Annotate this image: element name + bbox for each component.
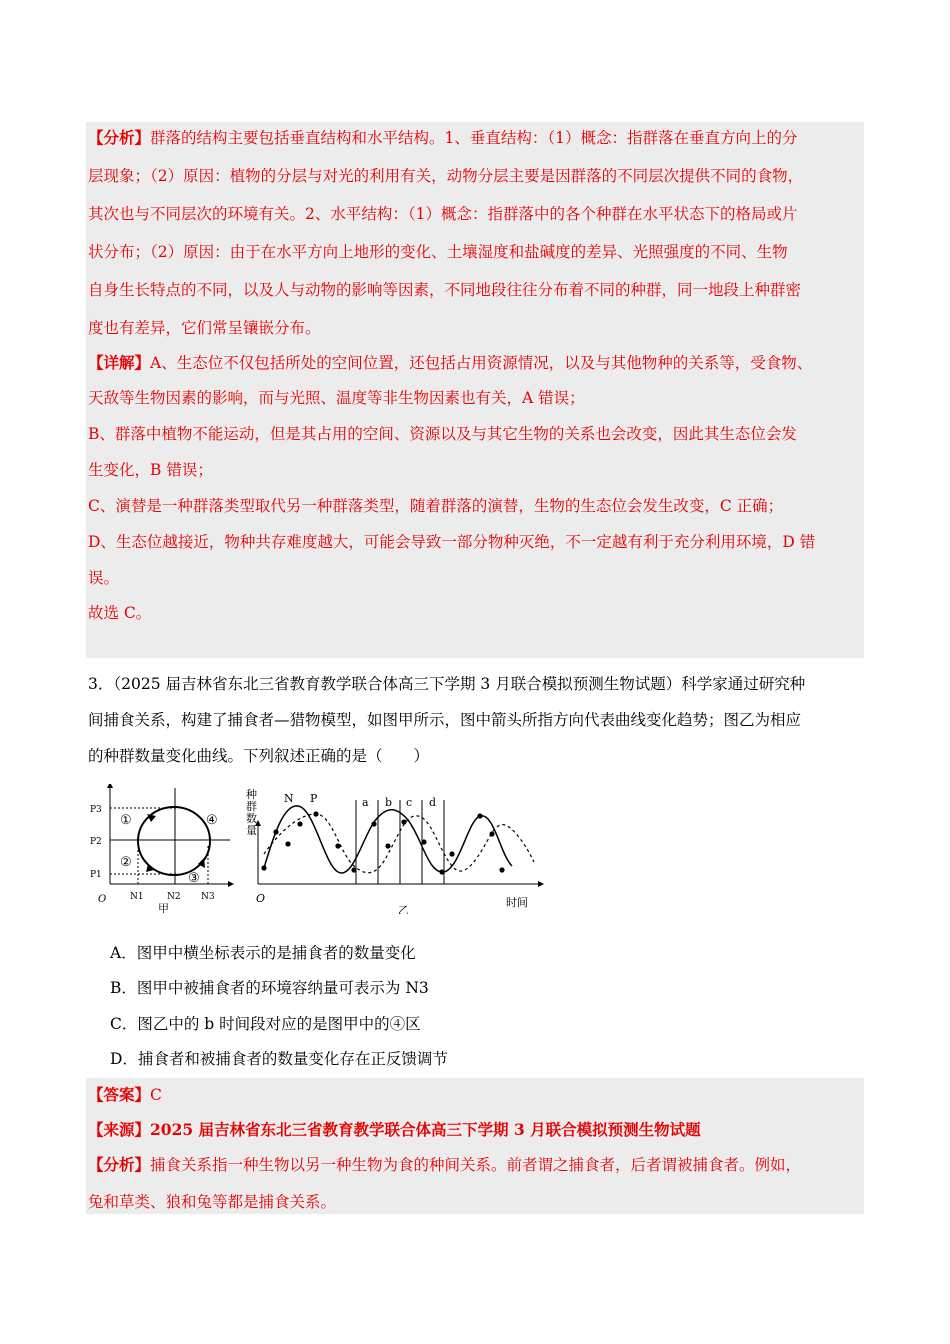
source-label: 【来源】 (88, 1120, 151, 1139)
detail-line-3: B、群落中植物不能运动，但是其占用的空间、资源以及与其它生物的关系也会改变，因此其生态位会发 (88, 425, 797, 443)
jia-ytick-p3: P3 (90, 805, 102, 815)
analysis-label: 【分析】 (88, 128, 151, 147)
yi-ylabel-2: 群 (246, 800, 257, 813)
analysis-line-5: 自身生长特点的不同，以及人与动物的影响等因素，不同地段往往分布着不同的种群，同一地段上种群密 (88, 281, 802, 299)
yi-ylabel-1: 种 (246, 788, 257, 801)
jia-origin: O (98, 894, 107, 905)
yi-segment-c: c (406, 796, 413, 809)
jia-region-2: ② (120, 855, 132, 870)
jia-region-3: ③ (188, 871, 200, 886)
jia-caption: 甲 (158, 902, 169, 914)
answer-analysis-line-2: 兔和草类、狼和兔等都是捕食关系。 (88, 1193, 337, 1211)
yi-origin: O (256, 892, 266, 905)
analysis-line-3: 其次也与不同层次的环境有关。2、水平结构：（1）概念：指群落中的各个种群在水平状态下的格局或片 (88, 205, 798, 223)
source-line (88, 1120, 701, 1140)
detail-line-7: 误。 (88, 569, 120, 587)
detail-line-8: 故选 C。 (88, 604, 152, 622)
yi-segment-d: d (429, 796, 437, 809)
question-stem-line-2: 间捕食关系，构建了捕食者—猎物模型，如图甲所示，图中箭头所指方向代表曲线变化趋势；图乙为相应 (88, 711, 802, 729)
jia-region-1: ① (120, 813, 132, 828)
figure-yi (246, 788, 544, 914)
figure-jia (90, 784, 234, 914)
yi-data-dots (261, 811, 504, 874)
answer-label: 【答案】 (88, 1085, 151, 1104)
analysis-line-4: 状分布；（2）原因：由于在水平方向上地形的变化、土壤湿度和盐碱度的差异、光照强度的不同、生物 (88, 243, 788, 261)
answer-analysis-label: 【分析】 (88, 1155, 151, 1174)
yi-curve-label-p: P (310, 792, 318, 805)
detail-line-1: 【详解】A、生态位不仅包括所处的空间位置，还包括占用资源情况，以及与其他物种的关系等，受食物、 (88, 353, 813, 372)
yi-ylabel-4: 量 (246, 824, 257, 837)
jia-region-4: ④ (206, 813, 218, 828)
analysis-line-6: 度也有差异，它们常呈镶嵌分布。 (88, 319, 321, 337)
question-stem-line-3: 的种群数量变化曲线。下列叙述正确的是（ ） (88, 747, 430, 765)
answer-line (88, 1085, 162, 1105)
yi-xlabel: 时间 (506, 896, 528, 909)
yi-caption: 乙 (398, 904, 409, 914)
answer-value: C (150, 1086, 162, 1104)
detail-line-5: C、演替是一种群落类型取代另一种群落类型，随着群落的演替，生物的生态位会发生改变，C 正确； (88, 497, 784, 515)
detail-line-4: 生变化，B 错误； (88, 461, 213, 479)
detail-label: 【详解】 (88, 353, 151, 372)
jia-ytick-p1: P1 (90, 870, 102, 880)
yi-segment-a: a (362, 796, 369, 809)
detail-line-2: 天敌等生物因素的影响，而与光照、温度等非生物因素也有关，A 错误； (88, 389, 585, 407)
option-d: D．捕食者和被捕食者的数量变化存在正反馈调节 (110, 1050, 448, 1068)
yi-ylabel-3: 数 (246, 812, 257, 825)
jia-ytick-p2: P2 (90, 837, 102, 847)
jia-xtick-n1: N1 (130, 892, 144, 902)
analysis-line-2: 层现象；（2）原因：植物的分层与对光的利用有关，动物分层主要是因群落的不同层次提供不同的食物， (88, 167, 804, 185)
jia-xtick-n2: N2 (167, 892, 181, 902)
yi-curve-p (264, 814, 534, 873)
yi-segment-b: b (385, 796, 393, 809)
yi-curve-label-n: N (284, 792, 294, 805)
predator-prey-figure (88, 784, 548, 914)
source-value: 2025 届吉林省东北三省教育教学联合体高三下学期 3 月联合模拟预测生物试题 (150, 1120, 701, 1139)
answer-analysis-line-1: 【分析】捕食关系指一种生物以另一种生物为食的种间关系。前者谓之捕食者，后者谓被捕食者。例如， (88, 1155, 802, 1174)
option-c: C．图乙中的 b 时间段对应的是图甲中的④区 (110, 1015, 421, 1033)
jia-xtick-n3: N3 (201, 892, 215, 902)
question-stem-line-1: 3．（2025 届吉林省东北三省教育教学联合体高三下学期 3 月联合模拟预测生物试题）科学家通过研究种 (88, 675, 806, 693)
detail-line-6: D、生态位越接近，物种共存难度越大，可能会导致一部分物种灭绝，不一定越有利于充分利用环境，D 错 (88, 533, 816, 551)
analysis-line-1: 【分析】群落的结构主要包括垂直结构和水平结构。1、垂直结构：（1）概念：指群落在垂直方向上的分 (88, 128, 798, 147)
option-a: A．图甲中横坐标表示的是捕食者的数量变化 (110, 944, 416, 962)
option-b: B．图甲中被捕食者的环境容纳量可表示为 N3 (110, 979, 429, 997)
yi-curve-n (264, 806, 512, 873)
